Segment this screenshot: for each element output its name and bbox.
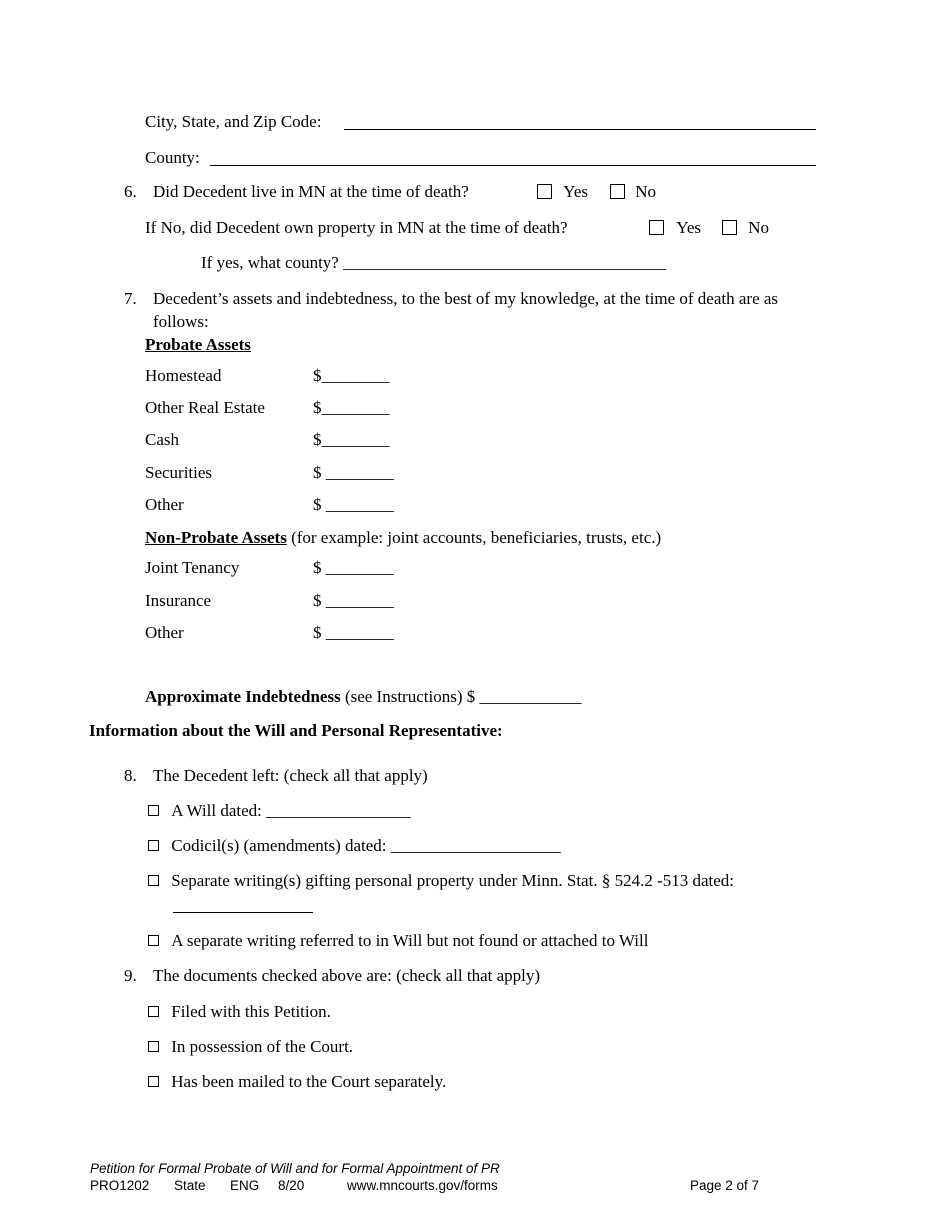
asset-label: Insurance <box>145 591 212 610</box>
footer-form-id: PRO1202 <box>90 1178 150 1193</box>
footer-url: www.mncourts.gov/forms <box>347 1178 498 1193</box>
checkbox[interactable] <box>148 1076 159 1087</box>
asset-label: Other Real Estate <box>145 398 265 417</box>
q6-no-checkbox[interactable] <box>610 184 625 199</box>
probate-assets-heading: Probate Assets <box>145 335 251 354</box>
option-label: In possession of the Court. <box>171 1037 354 1056</box>
asset-label: Homestead <box>145 366 222 385</box>
will-section-heading: Information about the Will and Personal Representative: <box>89 721 503 740</box>
footer-language: ENG <box>230 1178 260 1193</box>
option-label: Has been mailed to the Court separately. <box>171 1072 447 1091</box>
footer-date: 8/20 <box>278 1178 305 1193</box>
city-state-zip-label: City, State, and Zip Code: <box>145 112 322 131</box>
asset-value-field[interactable]: $ ________ <box>313 463 394 482</box>
checkbox[interactable] <box>148 805 159 816</box>
q9-option-mailed[interactable] <box>148 1072 446 1092</box>
asset-label: Other <box>145 623 184 642</box>
q6-followup-no-option[interactable] <box>722 218 769 238</box>
asset-label: Joint Tenancy <box>145 558 240 577</box>
asset-value-field[interactable]: $ ________ <box>313 591 394 610</box>
asset-value-field[interactable]: $________ <box>313 366 390 385</box>
non-probate-assets-heading: Non-Probate Assets <box>145 528 287 547</box>
approximate-indebtedness-field[interactable]: (see Instructions) $ ____________ <box>340 687 582 706</box>
option-label: Codicil(s) (amendments) dated: ____________________ <box>171 836 561 855</box>
q9-number: 9. <box>124 966 137 985</box>
option-label: Separate writing(s) gifting personal property under Minn. Stat. § 524.2 -513 dated: <box>171 871 735 890</box>
q6-question: Did Decedent live in MN at the time of death? <box>153 182 469 201</box>
asset-value-field[interactable]: $ ________ <box>313 623 394 642</box>
q9-question: The documents checked above are: (check all that apply) <box>153 966 541 985</box>
q6-yes-checkbox[interactable] <box>537 184 552 199</box>
q6-followup-question: If No, did Decedent own property in MN at the time of death? <box>145 218 568 237</box>
footer-page-number: Page 2 of 7 <box>690 1178 760 1193</box>
asset-value-field[interactable]: $ ________ <box>313 558 394 577</box>
q8-question: The Decedent left: (check all that apply) <box>153 766 428 785</box>
q9-option-court-possession[interactable] <box>148 1037 353 1057</box>
q6-yes-label: Yes <box>563 182 588 201</box>
asset-value-field[interactable]: $________ <box>313 398 390 417</box>
checkbox[interactable] <box>148 1006 159 1017</box>
asset-label: Securities <box>145 463 213 482</box>
q8-number: 8. <box>124 766 137 785</box>
separate-writing-date-field[interactable] <box>173 912 313 913</box>
q7-number: 7. <box>124 289 137 308</box>
non-probate-assets-line <box>145 528 661 548</box>
q7-text-line1: Decedent’s assets and indebtedness, to the best of my knowledge, at the time of death are as <box>153 289 779 308</box>
q6-followup-yes-label: Yes <box>676 218 701 237</box>
q6-followup-no-label: No <box>748 218 770 237</box>
option-label: Filed with this Petition. <box>171 1002 331 1021</box>
asset-value-field[interactable]: $ ________ <box>313 495 394 514</box>
q8-option-codicil[interactable] <box>148 836 561 856</box>
option-label: A Will dated: _________________ <box>171 801 411 820</box>
q8-option-separate-writing[interactable] <box>148 871 734 891</box>
q8-option-referred-writing[interactable] <box>148 931 648 951</box>
asset-label: Other <box>145 495 184 514</box>
q9-option-filed[interactable] <box>148 1002 331 1022</box>
q7-text-line2: follows: <box>153 312 209 331</box>
asset-label: Cash <box>145 430 179 449</box>
q6-followup-no-checkbox[interactable] <box>722 220 737 235</box>
q6-number: 6. <box>124 182 137 201</box>
q6-followup-yes-checkbox[interactable] <box>649 220 664 235</box>
q6-county-prompt: If yes, what county? ______________________________________ <box>201 253 667 272</box>
city-state-zip-field[interactable] <box>344 129 816 130</box>
checkbox[interactable] <box>148 935 159 946</box>
q6-yes-option[interactable] <box>537 182 588 202</box>
checkbox[interactable] <box>148 875 159 886</box>
asset-value-field[interactable]: $________ <box>313 430 390 449</box>
footer-jurisdiction: State <box>174 1178 206 1193</box>
approximate-indebtedness-line[interactable] <box>145 687 582 707</box>
q6-no-option[interactable] <box>610 182 656 202</box>
q6-followup-yes-option[interactable] <box>649 218 701 238</box>
county-label: County: <box>145 148 200 167</box>
q8-option-will[interactable] <box>148 801 411 821</box>
checkbox[interactable] <box>148 840 159 851</box>
checkbox[interactable] <box>148 1041 159 1052</box>
non-probate-assets-note: (for example: joint accounts, beneficiaries, trusts, etc.) <box>286 528 662 547</box>
county-field[interactable] <box>210 165 816 166</box>
option-label: A separate writing referred to in Will but not found or attached to Will <box>171 931 649 950</box>
footer-form-title: Petition for Formal Probate of Will and for Formal Appointment of PR <box>90 1161 500 1176</box>
approximate-indebtedness-label: Approximate Indebtedness <box>145 687 341 706</box>
q6-no-label: No <box>635 182 657 201</box>
